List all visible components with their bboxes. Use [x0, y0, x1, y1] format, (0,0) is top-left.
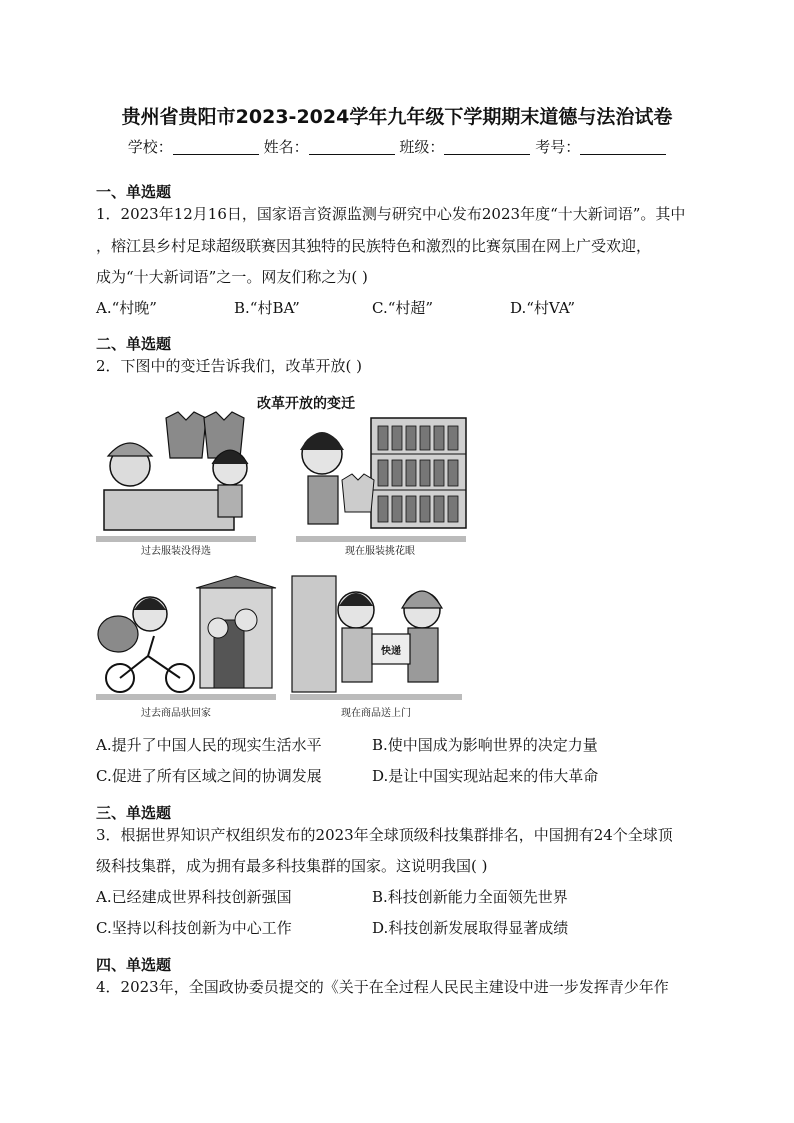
caption-present-goods: 现在商品送上门 [341, 708, 411, 719]
q1-option-a[interactable]: A.“村晚” [96, 299, 157, 317]
q1-option-d[interactable]: D.“村VA” [510, 299, 576, 317]
name-label: 姓名： [263, 138, 309, 156]
q3-line-1: 3．根据世界知识产权组织发布的2023年全球顶级科技集群排名，中国拥有24个全球顶 [96, 826, 673, 844]
panel-past-goods [96, 576, 276, 719]
number-blank[interactable] [580, 138, 666, 155]
q2-line-1: 2．下图中的变迁告诉我们，改革开放( ) [96, 357, 363, 375]
q1-line-3: 成为“十大新词语”之一。网友们称之为( ) [96, 268, 368, 286]
section-heading-3: 三、单选题 [96, 804, 172, 822]
section-heading-2: 二、单选题 [96, 335, 172, 353]
panel-past-clothes [96, 412, 256, 557]
q3-line-2: 级科技集群，成为拥有最多科技集群的国家。这说明我国( ) [96, 857, 488, 875]
q3-option-c[interactable]: C.坚持以科技创新为中心工作 [96, 919, 292, 937]
q2-option-c[interactable]: C.促进了所有区域之间的协调发展 [96, 767, 322, 785]
q3-option-b[interactable]: B.科技创新能力全面领先世界 [372, 888, 568, 906]
q1-option-c[interactable]: C.“村超” [372, 299, 434, 317]
class-label: 班级： [399, 138, 445, 156]
name-blank[interactable] [309, 138, 395, 155]
panel-present-clothes [296, 418, 466, 557]
package-label: 快递 [381, 646, 401, 657]
figure-title: 改革开放的变迁 [257, 396, 355, 412]
q1-line-1: 1．2023年12月16日，国家语言资源监测与研究中心发布2023年度“十大新词语”。其中 [96, 205, 686, 223]
school-blank[interactable] [173, 138, 259, 155]
q2-option-a[interactable]: A.提升了中国人民的现实生活水平 [96, 736, 322, 754]
caption-past-clothes: 过去服装没得选 [141, 546, 211, 557]
school-label: 学校： [127, 138, 173, 156]
q1-line-2: ，榕江县乡村足球超级联赛因其独特的民族特色和激烈的比赛氛围在网上广受欢迎， [96, 237, 652, 255]
q1-option-b[interactable]: B.“村BA” [234, 299, 300, 317]
reform-cartoon-figure [96, 388, 468, 723]
q2-option-b[interactable]: B.使中国成为影响世界的决定力量 [372, 736, 598, 754]
q4-line-1: 4．2023年，全国政协委员提交的《关于在全过程人民民主建设中进一步发挥青少年作 [96, 978, 669, 996]
q3-option-a[interactable]: A.已经建成世界科技创新强国 [96, 888, 292, 906]
q3-option-d[interactable]: D.科技创新发展取得显著成绩 [372, 919, 569, 937]
section-heading-4: 四、单选题 [96, 956, 172, 974]
caption-past-goods: 过去商品驮回家 [141, 708, 211, 719]
section-heading-1: 一、单选题 [96, 183, 172, 201]
exam-title: 贵州省贵阳市2023-2024学年九年级下学期期末道德与法治试卷 [121, 106, 673, 128]
number-label: 考号： [535, 138, 581, 156]
caption-present-clothes: 现在服装挑花眼 [345, 546, 415, 557]
panel-present-goods [290, 576, 462, 719]
q2-option-d[interactable]: D.是让中国实现站起来的伟大革命 [372, 767, 599, 785]
student-info-row [0, 136, 794, 157]
class-blank[interactable] [444, 138, 530, 155]
